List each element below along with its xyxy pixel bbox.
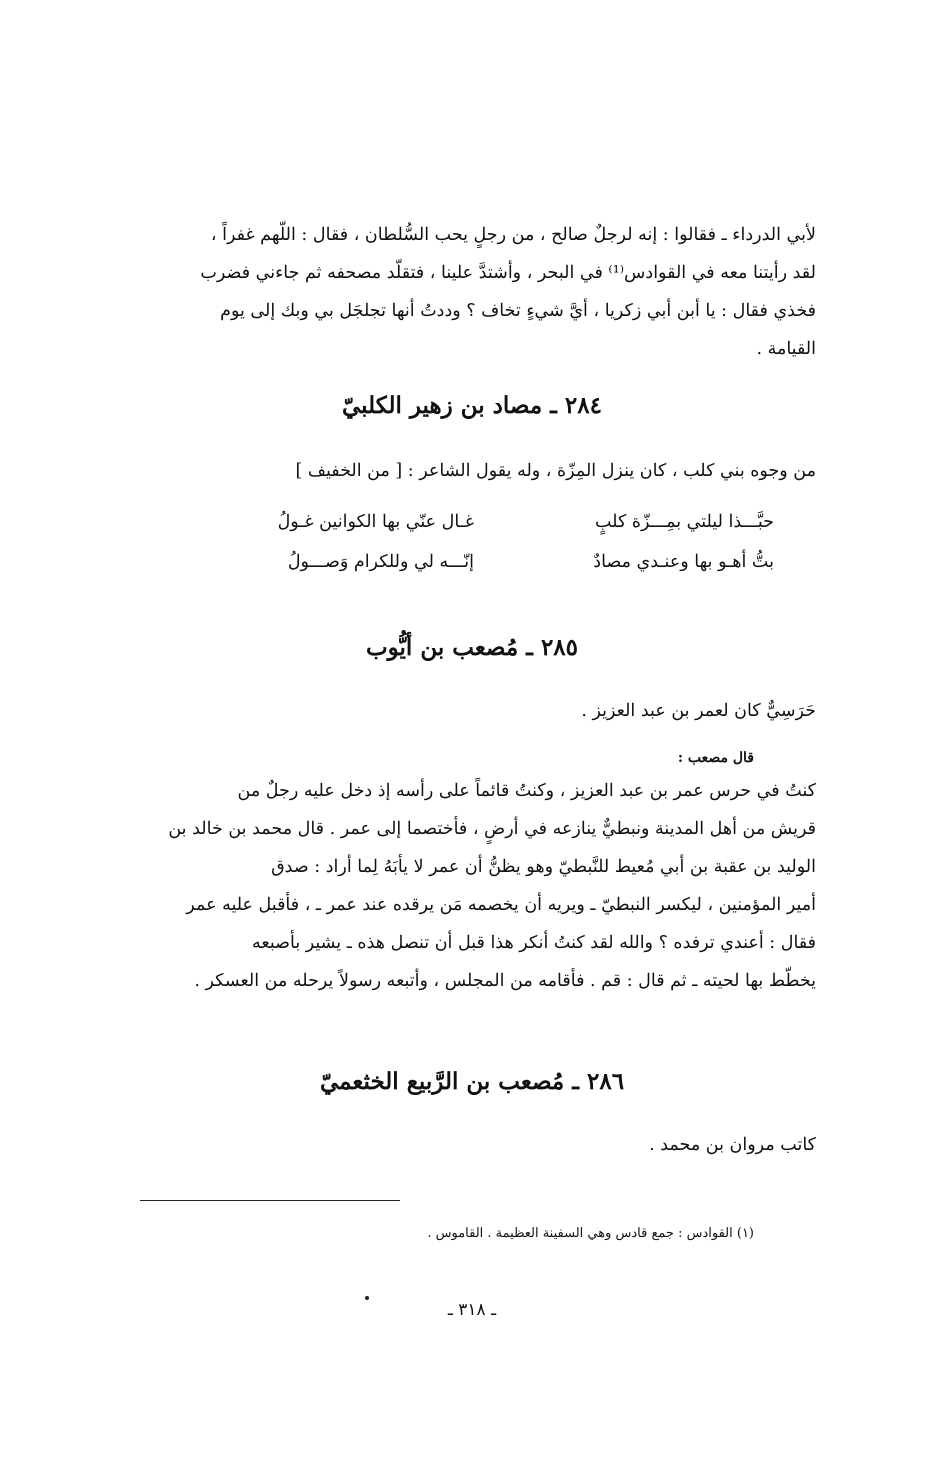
verse-first-hemistich: حبَّـــذا ليلتي بمِـــزّة كلبٍ bbox=[595, 512, 774, 532]
verse-second-hemistich: غـال عنّي بها الكوانين غـولُ bbox=[277, 512, 474, 532]
text-line: فخذي فقال : يا أبن أبي زكريا ، أيَّ شيءٍ تخاف ؟ وددتُ أنها تجلجَل بي وبك إلى يوم bbox=[220, 301, 816, 321]
footnote: (١) القوادس : جمع قادس وهي السفينة العظيمة . القاموس . bbox=[427, 1226, 754, 1241]
verse-line bbox=[174, 512, 774, 546]
text-line: فقال : أعندي ترفده ؟ والله لقد كنتُ أنكر هذا قبل أن تنصل هذه ـ يشير بأصبعه bbox=[252, 933, 816, 953]
footnote-separator bbox=[140, 1200, 400, 1201]
page-number: ـ ٣١٨ ـ bbox=[447, 1300, 497, 1320]
text-line: لأبي الدرداء ـ فقالوا : إنه لرجلٌ صالح ، من رجلٍ يحب السُّلطان ، فقال : اللّهم غفراً ، bbox=[210, 225, 816, 245]
verse-line bbox=[174, 552, 774, 586]
verse-first-hemistich: بتُّ أهـو بها وعنـدي مصادٌ bbox=[593, 552, 774, 572]
text-line: أمير المؤمنين ، ليكسر النبطيّ ـ ويريه أن يخصمه مَن يرقده عند عمر ـ ، فأقبل عليه عمر bbox=[186, 895, 816, 915]
entry-286-heading: ٢٨٦ ـ مُصعب بن الرَّبيع الخثعميّ bbox=[319, 1068, 625, 1095]
text-line: قريش من أهل المدينة ونبطيٌّ ينازعه في أرضٍ ، فأختصما إلى عمر . قال محمد بن خالد بن bbox=[168, 819, 816, 839]
entry-284-intro: من وجوه بني كلب ، كان ينزل المِزّة ، وله يقول الشاعر : [ من الخفيف ] bbox=[295, 461, 816, 481]
text-line: كنتُ في حرس عمر بن عبد العزيز ، وكنتُ قائماً على رأسه إذ دخل عليه رجلٌ من bbox=[237, 781, 816, 801]
verse-second-hemistich: إنّـــه لي وللكرام وَصـــولُ bbox=[287, 552, 474, 572]
entry-285-body bbox=[136, 772, 816, 1000]
text-line: يخطّط بها لحيته ـ ثم قال : قم . فأقامه من المجلس ، وأتبعه رسولاً يرحله من العسكر . bbox=[194, 971, 816, 991]
entry-286-intro: كاتب مروان بن محمد . bbox=[649, 1135, 816, 1155]
entry-285-intro: حَرَسِيٌّ كان لعمر بن عبد العزيز . bbox=[581, 701, 816, 721]
top-paragraph bbox=[136, 216, 816, 368]
text-line: لقد رأيتنا معه في القوادس⁽¹⁾ في البحر ، وأشتدَّ علينا ، فتقلّد مصحفه ثم جاءني فضرب bbox=[200, 263, 816, 283]
narrator-label: قال مصعب : bbox=[677, 750, 754, 766]
entry-285-heading: ٢٨٥ ـ مُصعب بن أيُّوب bbox=[365, 634, 578, 661]
text-line: القيامة . bbox=[756, 339, 816, 359]
entry-284-heading: ٢٨٤ ـ مصاد بن زهير الكلبيّ bbox=[342, 392, 602, 419]
text-line: الوليد بن عقبة بن أبي مُعيط للنَّبطيّ وهو يظنُّ أن عمر لا يأبَهُ لِما أراد : صدق bbox=[271, 857, 816, 877]
